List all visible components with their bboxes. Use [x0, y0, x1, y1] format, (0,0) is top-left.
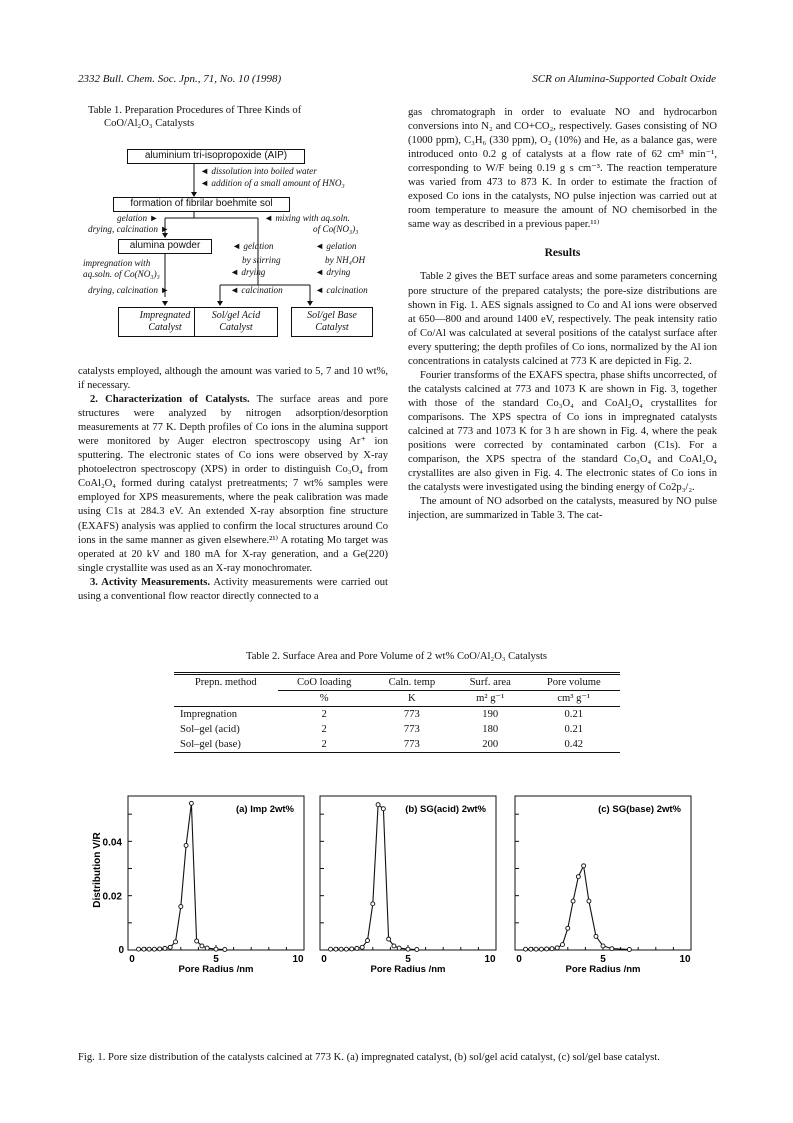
plot-frame	[515, 796, 691, 950]
data-point	[205, 946, 209, 950]
x-tick-label: 5	[213, 954, 219, 965]
table2-header-cell: Prepn. method	[194, 677, 257, 689]
table2-caption: Table 2. Surface Area and Pore Volume of 2 wt% CoO/Al₂O₃ Catalysts	[245, 651, 548, 662]
data-point	[158, 947, 162, 951]
data-point	[571, 899, 575, 903]
data-point	[355, 946, 359, 950]
data-point	[524, 947, 528, 951]
panel-title: (c) SG(base) 2wt%	[598, 804, 681, 815]
data-point	[376, 803, 380, 807]
box-impregnated-catalyst: Impregnated Catalyst	[118, 307, 212, 337]
x-axis-label: Pore Radius /nm	[565, 964, 641, 975]
data-point	[566, 926, 570, 930]
data-point	[163, 946, 167, 950]
data-point	[539, 947, 543, 951]
data-point	[627, 947, 631, 951]
step-impregnation-1: impregnation with	[83, 258, 151, 268]
series-line	[331, 805, 417, 950]
step-impregnation-2: aq.soln. of Co(NO₃)₃	[83, 269, 160, 279]
data-point	[168, 945, 172, 949]
paragraph: catalysts employed, although the amount was varied to 5, 7 and 10 wt%, if necessary.	[78, 366, 388, 392]
data-point	[610, 947, 614, 951]
box-boehmite: formation of fibrilar boehmite sol	[113, 197, 290, 212]
data-point	[550, 947, 554, 951]
data-point	[329, 947, 333, 951]
data-point	[366, 938, 370, 942]
box-alumina: alumina powder	[118, 239, 212, 254]
data-point	[334, 947, 338, 951]
left-column-text	[78, 365, 388, 604]
table2-unit-cell: %	[278, 691, 371, 707]
x-axis-label: Pore Radius /nm	[370, 964, 446, 975]
data-point	[360, 945, 364, 949]
step-mid-stirring: by stirring	[242, 255, 281, 265]
table2-header-cell: CoO loading	[296, 677, 352, 688]
step-right-nh4oh: by NH₄OH	[325, 255, 366, 265]
data-point	[147, 947, 151, 951]
y-tick-label: 0	[118, 945, 124, 956]
data-point	[152, 947, 156, 951]
step-drying-calc-left: drying, calcination ►	[88, 285, 170, 295]
table2-header-row	[174, 675, 620, 691]
data-point	[397, 946, 401, 950]
table2-unit-cell: cm³ g⁻¹	[528, 691, 620, 707]
step-mixing-2: of Co(NO₃)₃	[313, 224, 359, 234]
step-drying-left: drying, calcination ►	[88, 224, 170, 234]
data-point	[350, 947, 354, 951]
table2-unit-cell: m² g⁻¹	[453, 691, 528, 707]
section-heading-results: Results	[544, 247, 581, 260]
data-point	[406, 947, 410, 951]
plot-frame	[128, 796, 304, 950]
x-tick-label: 0	[321, 954, 327, 965]
paragraph: Fourier transforms of the EXAFS spectra, phase shifts uncorrected, of the catalysts calcined at 773 and 1073 K are shown in Fig. 3, together with those of the standard Co₃O₄ and CoAl₂O₄ crystallites for comparisons. The XPS spectra of Co ions in impregnated catalysts calcined at 773 and 1073 K for 3 h are shown in Fig. 4, where the peak positions were corrected by contaminated carbon (C1s). For a comparison, the XPS spectra of the standard Co₃O₄ and CoAl₂O₄ crystallites are also given in Fig. 4. The electronic states of Co ions in the catalysts were investigated using the binding energy of Co2p₃/₂.	[408, 369, 717, 494]
data-point	[142, 947, 146, 951]
table-row: Impregnation 2 773 190 0.21	[174, 707, 620, 723]
table2-grid	[174, 675, 620, 752]
data-point	[529, 947, 533, 951]
paragraph: gas chromatograph in order to evaluate NO and hydrocarbon conversions into N₂ and CO+CO₂, respectively. Gases consisting of NO (1000 ppm), C₃H₆ (330 ppm), O₂ (10%) and He, as a balance gas, were introduced onto 0.2 g of catalysts at a flow rate of 62 cm³ min⁻¹, corresponding to W/F being 0.19 g s cm⁻³. The reaction temperature was varied from 473 to 873 K. In order to estimate the fraction of exposed Co ions in the catalysts, NO pulse injection was carried out at room temperature to measure the amount of NO chemisorbed in the same way as described in a previous paper.¹¹⁾	[408, 107, 717, 231]
plot-frame	[320, 796, 496, 950]
paragraph: 3. Activity Measurements. Activity measurements were carried out using a conventional flow reactor directly connected to a	[78, 576, 388, 602]
data-point	[594, 934, 598, 938]
table2	[174, 672, 620, 753]
step-gelation-left: gelation ►	[117, 213, 159, 223]
data-point	[339, 947, 343, 951]
box-solgel-acid-catalyst: Sol/gel Acid Catalyst	[194, 307, 278, 337]
x-tick-label: 10	[292, 954, 304, 965]
table2-header-cell: Caln. temp	[388, 677, 436, 688]
data-point	[174, 940, 178, 944]
data-point	[184, 843, 188, 847]
x-tick-label: 10	[484, 954, 496, 965]
panel-title: (b) SG(acid) 2wt%	[405, 804, 486, 815]
data-point	[371, 902, 375, 906]
paragraph: Table 2 gives the BET surface areas and some parameters concerning pore structure of the prepared catalysts; the pore-size distributions are shown in Fig. 1. AES signals assigned to Co and Al ions were observed at 650—800 and around 1400 eV, respectively. The peak intensity ratio of Co/Al was calculated at several positions of the catalyst surface after every sputtering; the depth profiles of Co ions, normalized by the Al ion concentrations in catalysts calcined at 773 K are depicted in Fig. 2.	[408, 271, 717, 367]
figure-1-chart	[0, 770, 793, 1040]
step-mid-calcination: ◄ calcination	[230, 285, 283, 295]
panel-title: (a) Imp 2wt%	[235, 804, 294, 815]
running-header-left: 2332 Bull. Chem. Soc. Jpn., 71, No. 10 (1998)	[78, 73, 282, 85]
x-tick-label: 0	[129, 954, 135, 965]
data-point	[392, 944, 396, 948]
step-right-drying: ◄ drying	[315, 267, 351, 277]
data-point	[195, 939, 199, 943]
step-hno3: ◄ addition of a small amount of HNO₃	[200, 178, 345, 188]
figure-1-caption: Fig. 1. Pore size distribution of the catalysts calcined at 773 K. (a) impregnated catalyst, (b) sol/gel acid catalyst, (c) sol/gel base catalyst.	[78, 1052, 660, 1063]
x-tick-label: 5	[405, 954, 411, 965]
data-point	[214, 947, 218, 951]
table1-caption: Table 1. Preparation Procedures of Three Kinds of CoO/Al₂O₃ Catalysts	[88, 105, 302, 129]
x-tick-label: 0	[516, 954, 522, 965]
table2-header-cell: Surf. area	[469, 677, 511, 688]
step-dissolution: ◄ dissolution into boiled water	[200, 166, 317, 176]
step-right-gelation: ◄ gelation	[315, 241, 357, 251]
data-point	[344, 947, 348, 951]
x-tick-label: 10	[679, 954, 691, 965]
running-header-right: SCR on Alumina-Supported Cobalt Oxide	[532, 73, 716, 85]
step-right-calcination: ◄ calcination	[315, 285, 368, 295]
data-point	[561, 943, 565, 947]
data-point	[545, 947, 549, 951]
x-tick-label: 5	[600, 954, 606, 965]
data-point	[601, 944, 605, 948]
data-point	[587, 899, 591, 903]
paragraph: The amount of NO adsorbed on the catalysts, measured by NO pulse injection, are summarized in Table 3. The cat-	[408, 496, 717, 522]
data-point	[137, 947, 141, 951]
y-axis-label: Distribution V/R	[92, 832, 103, 908]
table-row: Sol–gel (base) 2 773 200 0.42	[180, 739, 584, 750]
paragraph: 2. Characterization of Catalysts. The surface areas and pore structures were analyzed by nitrogen adsorption/desorption measurements at 77 K. Depth profiles of Co ions in the alumina support were monitored by Auger electron spectroscopy using Ar⁺ ion sputtering. The electronic states of Co ions were observed by X-ray photoelectron spectroscopy (XPS) in order to distinguish Co₃O₄ from CoAl₂O₄ formed during catalyst pretreatments; 7 wt% samples were employed for XPS measurements, where the peak calibration was made using C1s at 284.3 eV. An extended X-ray absorption fine structure (EXAFS) analysis was applied to confirm the local structures around Co ions in the same manner as given elsewhere.²¹⁾ A rotating Mo target was operated at 20 kV and 180 mA for X-ray generation, and a Ge(220) single crystallite was used as an X-ray monochromater.	[78, 394, 388, 574]
series-line	[139, 803, 225, 949]
data-point	[534, 947, 538, 951]
box-aip: aluminium tri-isopropoxide (AIP)	[127, 149, 305, 164]
table2-unit-cell: K	[371, 691, 453, 707]
step-mid-gelation: ◄ gelation	[232, 241, 274, 251]
data-point	[555, 946, 559, 950]
data-point	[582, 864, 586, 868]
data-point	[189, 801, 193, 805]
data-point	[415, 947, 419, 951]
table-row: Sol–gel (acid) 2 773 180 0.21	[180, 724, 584, 735]
data-point	[387, 937, 391, 941]
table2-units-row	[174, 691, 620, 707]
right-column-text	[408, 106, 717, 523]
y-tick-label: 0.02	[102, 891, 122, 903]
step-mid-drying: ◄ drying	[230, 267, 266, 277]
table2-header-cell: Pore volume	[546, 677, 601, 688]
step-mixing-1: ◄ mixing with aq.soln.	[264, 213, 350, 223]
data-point	[576, 875, 580, 879]
table2-unit-cell	[174, 691, 278, 707]
y-tick-label: 0.04	[102, 837, 122, 849]
box-solgel-base-catalyst: Sol/gel Base Catalyst	[291, 307, 373, 337]
data-point	[179, 905, 183, 909]
data-point	[223, 947, 227, 951]
data-point	[381, 807, 385, 811]
data-point	[200, 944, 204, 948]
x-axis-label: Pore Radius /nm	[178, 964, 254, 975]
